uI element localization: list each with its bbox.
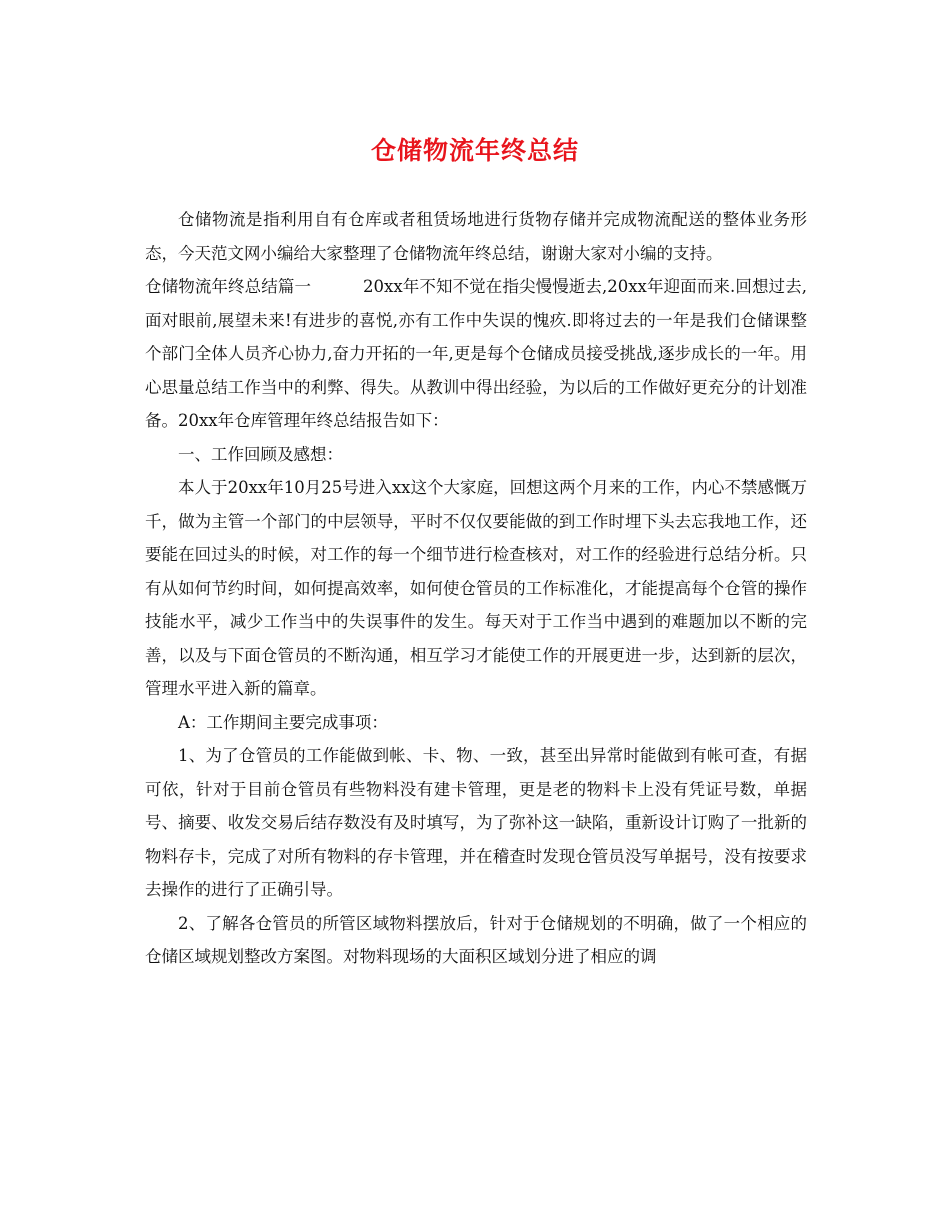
review-paragraph: 本人于20xx年10月25号进入xx这个大家庭，回想这两个月来的工作，内心不禁感慨万千，做为主管一个部门的中层领导，平时不仅仅要能做的到工作时埋下头去忘我地工作，还要能在回过头的时候，对工作的每一个细节进行检查核对，对工作的经验进行总结分析。只有从如何节约时间，如何提高效率，如何使仓管员的工作标准化，才能提高每个仓管的操作技能水平，减少工作当中的失误事件的发生。每天对于工作当中遇到的难题加以不断的完善，以及与下面仓管员的不断沟通，相互学习才能使工作的开展更进一步，达到新的层次，管理水平进入新的篇章。 <box>145 478 807 698</box>
intro-paragraph: 仓储物流是指利用自有仓库或者租赁场地进行货物存储并完成物流配送的整体业务形态，今天范文网小编给大家整理了仓储物流年终总结，谢谢大家对小编的支持。 <box>145 210 807 263</box>
item1-paragraph: 1、为了仓管员的工作能做到帐、卡、物、一致，甚至出异常时能做到有帐可查，有据可依，针对于目前仓管员有些物料没有建卡管理，更是老的物料卡上没有凭证号数，单据号、摘要、收发交易后结存数没有及时填写，为了弥补这一缺陷，重新设计订购了一批新的物料存卡，完成了对所有物料的存卡管理，并在稽查时发现仓管员没写单据号，没有按要求去操作的进行了正确引导。 <box>145 746 807 899</box>
section1-body: 20xx年不知不觉在指尖慢慢逝去,20xx年迎面而来.回想过去,面对眼前,展望未来!有进步的喜悦,亦有工作中失误的愧疚.即将过去的一年是我们仓储课整个部门全体人员齐心协力,奋力开拓的一年,更是每个仓储成员接受挑战,逐步成长的一年。用心思量总结工作当中的利弊、得失。从教训中得出经验，为以后的工作做好更充分的计划准备。20xx年仓库管理年终总结报告如下： <box>145 277 807 430</box>
section1-paragraph <box>145 270 807 438</box>
document-body <box>145 203 807 974</box>
a-heading: A：工作期间主要完成事项： <box>178 712 388 732</box>
item2-paragraph: 2、了解各仓管员的所管区域物料摆放后，针对于仓储规划的不明确，做了一个相应的仓储区域规划整改方案图。对物料现场的大面积区域划分进了相应的调 <box>145 913 807 966</box>
document-title: 仓储物流年终总结 <box>370 136 579 165</box>
section1-heading: 仓储物流年终总结篇一 <box>145 277 312 296</box>
review-heading: 一、工作回顾及感想： <box>178 444 343 464</box>
